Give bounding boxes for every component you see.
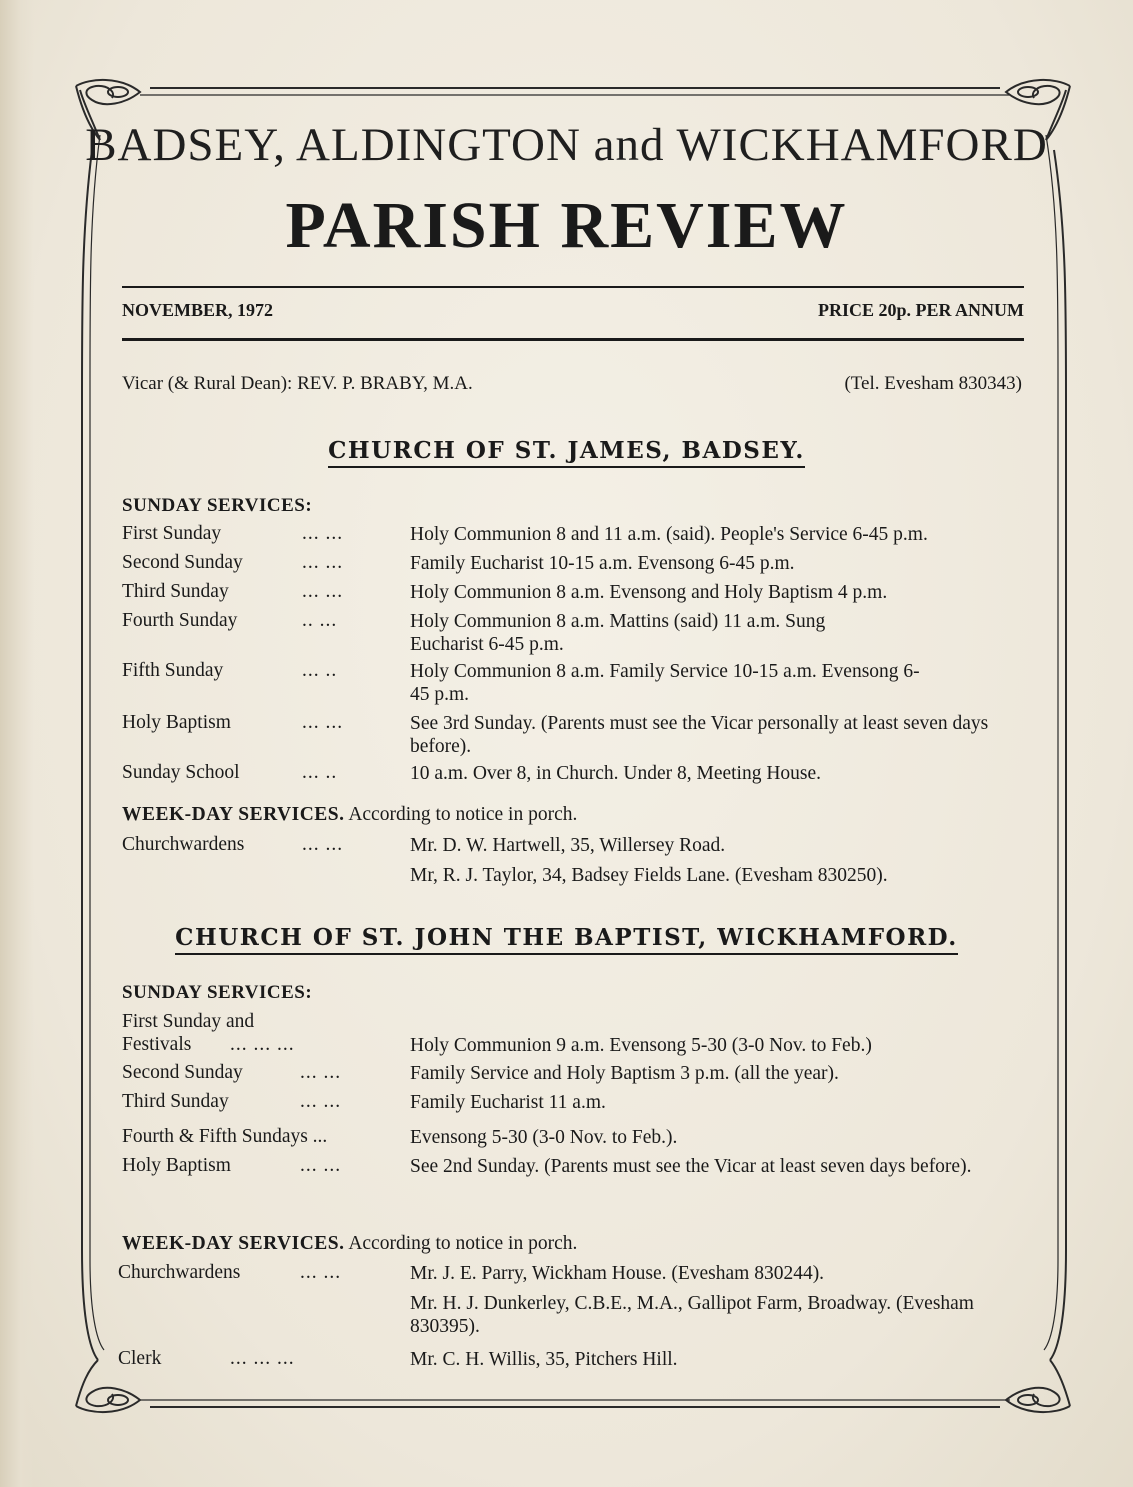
service-text: Holy Communion 8 a.m. Family Service 10-15 a.m. Evensong 6-45 p.m. <box>410 661 920 705</box>
service-label: Fourth & Fifth Sundays ... <box>122 1126 328 1147</box>
vicar-phone: (Tel. Evesham 830343) <box>844 373 1022 394</box>
service-text: Holy Communion 8 a.m. Evensong and Holy Baptism 4 p.m. <box>410 582 888 603</box>
issue-date: NOVEMBER, 1972 <box>122 300 274 320</box>
service-text: Holy Communion 8 a.m. Mattins (said) 11 a.m. Sung Eucharist 6-45 p.m. <box>410 611 826 655</box>
masthead-parishes: BADSEY, ALDINGTON and WICKHAMFORD <box>85 119 1048 171</box>
service-text: Family Service and Holy Baptism 3 p.m. (all the year). <box>410 1063 839 1084</box>
leader-dots: ... ... <box>302 552 344 573</box>
leader-dots: ... ... <box>300 1155 342 1176</box>
service-text: See 3rd Sunday. (Parents must see the Vicar personally at least seven days before). <box>410 713 989 757</box>
badsey-sunday-heading: SUNDAY SERVICES: <box>122 495 313 516</box>
leader-dots: ... ... <box>300 1262 342 1283</box>
leader-dots: ... ... <box>300 1091 342 1112</box>
service-text: Family Eucharist 11 a.m. <box>410 1092 606 1113</box>
issue-price: PRICE 20p. PER ANNUM <box>817 300 1024 320</box>
leader-dots: ... .. <box>302 660 338 681</box>
rule-bottom <box>122 338 1024 341</box>
leader-dots: ... ... <box>302 834 344 855</box>
leader-dots: ... ... <box>302 712 344 733</box>
leader-dots: ... .. <box>302 762 338 783</box>
service-text: See 2nd Sunday. (Parents must see the Vicar at least seven days before). <box>410 1156 972 1177</box>
service-text: Holy Communion 8 and 11 a.m. (said). People's Service 6-45 p.m. <box>410 524 928 545</box>
service-label: Holy Baptism <box>122 1155 231 1176</box>
service-text: Evensong 5-30 (3-0 Nov. to Feb.). <box>410 1127 678 1148</box>
masthead-title: PARISH REVIEW <box>285 189 848 262</box>
service-label: First Sunday <box>122 523 222 544</box>
leader-dots: ... ... ... <box>230 1034 295 1055</box>
service-label: Fourth Sunday <box>122 610 238 631</box>
churchwarden-1: Mr. J. E. Parry, Wickham House. (Evesham 830244). <box>410 1263 825 1284</box>
churchwarden-1: Mr. D. W. Hartwell, 35, Willersey Road. <box>410 835 726 856</box>
rule-top <box>122 286 1024 288</box>
issue-row <box>122 300 1024 330</box>
leader-dots: ... ... <box>300 1062 342 1083</box>
leader-dots: ... ... <box>302 581 344 602</box>
badsey-heading: CHURCH OF ST. JAMES, BADSEY. <box>0 437 1133 464</box>
service-label: Fifth Sunday <box>122 660 224 681</box>
service-text: 10 a.m. Over 8, in Church. Under 8, Meeting House. <box>410 763 822 784</box>
service-label: Second Sunday <box>122 1062 243 1083</box>
service-label: Third Sunday <box>122 1091 229 1112</box>
churchwarden-2: Mr. H. J. Dunkerley, C.B.E., M.A., Gallipot Farm, Broadway. (Evesham 830395). <box>410 1293 974 1337</box>
service-label: Holy Baptism <box>122 712 231 733</box>
clerk-label: Clerk <box>118 1348 162 1369</box>
service-label: Festivals <box>122 1034 192 1055</box>
service-text: Holy Communion 9 a.m. Evensong 5-30 (3-0 Nov. to Feb.) <box>410 1035 872 1056</box>
wickhamford-sunday-heading: SUNDAY SERVICES: <box>122 982 313 1003</box>
vicar-name: Vicar (& Rural Dean): REV. P. BRABY, M.A. <box>122 373 473 394</box>
service-label: Second Sunday <box>122 552 243 573</box>
vicar-row <box>122 373 1022 401</box>
service-text: Family Eucharist 10-15 a.m. Evensong 6-45 p.m. <box>410 553 795 574</box>
wickhamford-heading: CHURCH OF ST. JOHN THE BAPTIST, WICKHAMFORD. <box>0 924 1133 951</box>
wickhamford-weekday-services: WEEK-DAY SERVICES. According to notice in porch. <box>122 1233 578 1254</box>
badsey-weekday-services: WEEK-DAY SERVICES. According to notice in porch. <box>122 804 578 825</box>
churchwardens-label: Churchwardens <box>122 834 245 855</box>
leader-dots: ... ... <box>302 523 344 544</box>
service-label: Third Sunday <box>122 581 229 602</box>
leader-dots: ... ... ... <box>230 1348 295 1369</box>
service-label: First Sunday and <box>122 1011 255 1032</box>
clerk-text: Mr. C. H. Willis, 35, Pitchers Hill. <box>410 1349 678 1370</box>
service-label: Sunday School <box>122 762 240 783</box>
churchwardens-label: Churchwardens <box>118 1262 241 1283</box>
churchwarden-2: Mr, R. J. Taylor, 34, Badsey Fields Lane. (Evesham 830250). <box>410 865 888 886</box>
leader-dots: .. ... <box>302 610 338 631</box>
